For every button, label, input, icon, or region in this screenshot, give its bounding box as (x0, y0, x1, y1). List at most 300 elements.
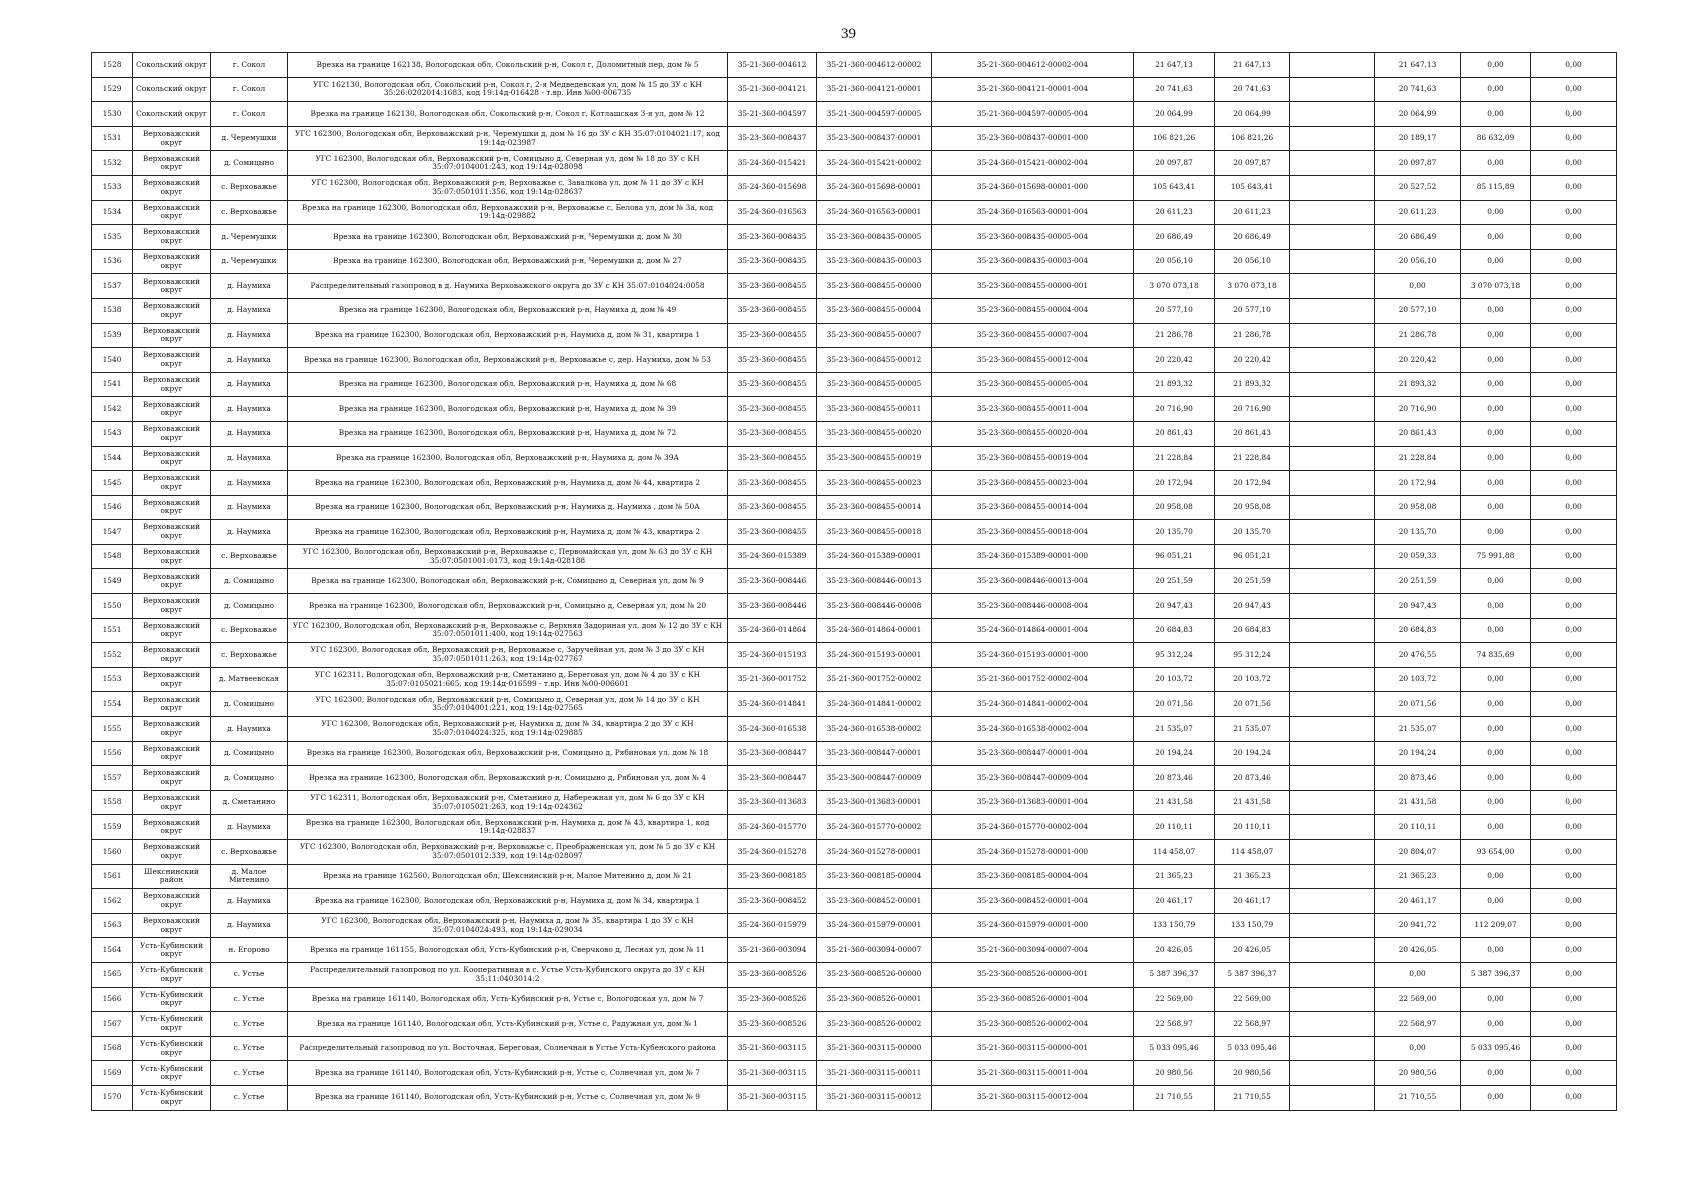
cell-total-cost: 5 387 396,37 (1134, 962, 1215, 987)
cell-row-number: 1536 (92, 249, 133, 274)
cell-district: Верховажский округ (133, 298, 211, 323)
cell-cost-part-2: 86 632,09 (1461, 126, 1531, 151)
cell-total-cost: 133 150,79 (1134, 913, 1215, 938)
cell-cost-part-2: 5 033 095,46 (1461, 1036, 1531, 1061)
cell-object-code: 35-21-360-001752 (728, 667, 817, 692)
cell-element-code: 35-24-360-015278-00001-000 (932, 840, 1134, 865)
cell-row-number: 1563 (92, 913, 133, 938)
cell-total-cost: 20 861,43 (1134, 421, 1215, 446)
cell-cost-part-2: 93 654,00 (1461, 840, 1531, 865)
cell-cost-amount: 20 056,10 (1215, 249, 1290, 274)
cell-sub-object-code: 35-23-360-008455-00011 (817, 397, 932, 422)
cell-cost-part-1: 20 741,63 (1375, 77, 1461, 102)
table-row (92, 77, 1617, 102)
cell-district: Сокольский округ (133, 53, 211, 78)
table-row (92, 53, 1617, 78)
cell-cost-amount: 22 569,00 (1215, 987, 1290, 1012)
cell-locality: д. Наумиха (211, 348, 288, 373)
cell-element-code: 35-24-360-014864-00001-004 (932, 618, 1134, 643)
cell-locality: д. Наумиха (211, 397, 288, 422)
cell-object-code: 35-23-360-008455 (728, 274, 817, 299)
cell-cost-empty (1290, 53, 1375, 78)
cell-object-code: 35-23-360-008435 (728, 249, 817, 274)
cell-cost-part-1: 20 476,55 (1375, 643, 1461, 668)
table-row (92, 225, 1617, 250)
cell-row-number: 1553 (92, 667, 133, 692)
cell-sub-object-code: 35-21-360-003094-00007 (817, 938, 932, 963)
cell-element-code: 35-23-360-008455-00011-004 (932, 397, 1134, 422)
table-row (92, 1036, 1617, 1061)
cell-total-cost: 20 686,49 (1134, 225, 1215, 250)
cell-element-code: 35-23-360-008435-00003-004 (932, 249, 1134, 274)
cell-cost-amount: 20 064,99 (1215, 102, 1290, 127)
cell-cost-part-1: 20 611,23 (1375, 200, 1461, 225)
cell-total-cost: 20 135,70 (1134, 520, 1215, 545)
cell-object-code: 35-23-360-008526 (728, 962, 817, 987)
table-row (92, 913, 1617, 938)
cell-cost-empty (1290, 274, 1375, 299)
cell-element-code: 35-23-360-008185-00004-004 (932, 864, 1134, 889)
cell-sub-object-code: 35-23-360-008446-00013 (817, 569, 932, 594)
cell-cost-part-2: 0,00 (1461, 446, 1531, 471)
cell-total-cost: 20 172,94 (1134, 471, 1215, 496)
cell-cost-amount: 21 286,78 (1215, 323, 1290, 348)
cell-cost-amount: 20 103,72 (1215, 667, 1290, 692)
cell-object-description: Врезка на границе 161140, Вологодская обл, Усть-Кубинский р-н, Устье с, Солнечная ул, дом № 7 (288, 1061, 728, 1086)
cell-cost-part-3: 0,00 (1531, 471, 1617, 496)
cell-cost-part-1: 20 716,90 (1375, 397, 1461, 422)
cell-cost-empty (1290, 692, 1375, 717)
cell-object-code: 35-23-360-008455 (728, 397, 817, 422)
cell-element-code: 35-24-360-014841-00002-004 (932, 692, 1134, 717)
cell-element-code: 35-24-360-015421-00002-004 (932, 151, 1134, 176)
cell-total-cost: 22 568,97 (1134, 1012, 1215, 1037)
cell-element-code: 35-21-360-004612-00002-004 (932, 53, 1134, 78)
cell-object-code: 35-24-360-015389 (728, 544, 817, 569)
cell-sub-object-code: 35-23-360-008455-00012 (817, 348, 932, 373)
table-row (92, 126, 1617, 151)
cell-district: Верховажский округ (133, 741, 211, 766)
cell-cost-part-3: 0,00 (1531, 175, 1617, 200)
cell-object-code: 35-23-360-008455 (728, 520, 817, 545)
cell-cost-part-2: 0,00 (1461, 421, 1531, 446)
table-row (92, 151, 1617, 176)
cell-total-cost: 20 980,56 (1134, 1061, 1215, 1086)
cell-cost-part-2: 5 387 396,37 (1461, 962, 1531, 987)
cell-cost-part-2: 0,00 (1461, 53, 1531, 78)
cell-element-code: 35-23-360-008446-00013-004 (932, 569, 1134, 594)
cell-object-code: 35-23-360-008455 (728, 372, 817, 397)
cell-cost-part-2: 0,00 (1461, 1012, 1531, 1037)
cell-district: Усть-Кубинский округ (133, 962, 211, 987)
cell-locality: д. Сомицыно (211, 569, 288, 594)
cell-element-code: 35-23-360-008455-00012-004 (932, 348, 1134, 373)
cell-cost-part-3: 0,00 (1531, 889, 1617, 914)
cell-object-description: УГС 162311, Вологодская обл, Верховажский р-н, Сметанино д, Набережная ул, дом № 6 до ЗУ с КН 35:07:0105021:263, код 19:14д-024362 (288, 790, 728, 815)
table-row (92, 594, 1617, 619)
cell-total-cost: 22 569,00 (1134, 987, 1215, 1012)
cell-cost-empty (1290, 175, 1375, 200)
cell-sub-object-code: 35-23-360-008526-00001 (817, 987, 932, 1012)
cell-row-number: 1562 (92, 889, 133, 914)
cell-cost-part-3: 0,00 (1531, 864, 1617, 889)
cell-cost-empty (1290, 790, 1375, 815)
cell-sub-object-code: 35-24-360-016563-00001 (817, 200, 932, 225)
cell-cost-part-1: 20 103,72 (1375, 667, 1461, 692)
cell-cost-part-1: 20 861,43 (1375, 421, 1461, 446)
cell-row-number: 1540 (92, 348, 133, 373)
cell-object-description: Врезка на границе 162300, Вологодская обл, Верховажский р-н, Наумиха д, Наумиха , дом № 50А (288, 495, 728, 520)
cell-cost-part-3: 0,00 (1531, 717, 1617, 742)
cell-cost-part-3: 0,00 (1531, 594, 1617, 619)
cell-total-cost: 21 893,32 (1134, 372, 1215, 397)
cell-sub-object-code: 35-21-360-003115-00012 (817, 1085, 932, 1110)
cell-object-description: Врезка на границе 162300, Вологодская обл, Верховажский р-н, Наумиха д, дом № 39 (288, 397, 728, 422)
cell-row-number: 1539 (92, 323, 133, 348)
cell-cost-part-1: 21 535,07 (1375, 717, 1461, 742)
cell-cost-part-3: 0,00 (1531, 225, 1617, 250)
cell-row-number: 1528 (92, 53, 133, 78)
cell-element-code: 35-23-360-008455-00023-004 (932, 471, 1134, 496)
cell-object-description: Врезка на границе 161140, Вологодская обл, Усть-Кубинский р-н, Устье с, Вологодская ул, дом № 7 (288, 987, 728, 1012)
cell-cost-part-1: 20 527,52 (1375, 175, 1461, 200)
cell-district: Верховажский округ (133, 815, 211, 840)
cell-district: Верховажский округ (133, 200, 211, 225)
table-row (92, 692, 1617, 717)
cell-cost-part-3: 0,00 (1531, 667, 1617, 692)
cell-sub-object-code: 35-23-360-008437-00001 (817, 126, 932, 151)
table-row (92, 938, 1617, 963)
table-row (92, 249, 1617, 274)
cell-row-number: 1567 (92, 1012, 133, 1037)
cell-district: Верховажский округ (133, 790, 211, 815)
cell-total-cost: 20 103,72 (1134, 667, 1215, 692)
cell-cost-part-2: 0,00 (1461, 667, 1531, 692)
cell-locality: д. Сомицыно (211, 151, 288, 176)
cell-locality: д. Черемушки (211, 249, 288, 274)
cell-element-code: 35-21-360-001752-00002-004 (932, 667, 1134, 692)
cell-cost-empty (1290, 618, 1375, 643)
cell-object-code: 35-21-360-003115 (728, 1036, 817, 1061)
cell-cost-amount: 3 070 073,18 (1215, 274, 1290, 299)
cell-sub-object-code: 35-23-360-008455-00004 (817, 298, 932, 323)
table-row (92, 1012, 1617, 1037)
cell-cost-amount: 21 535,07 (1215, 717, 1290, 742)
cell-object-description: Врезка на границе 162300, Вологодская обл, Верховажский р-н, Черемушки д, дом № 30 (288, 225, 728, 250)
cell-object-code: 35-23-360-008447 (728, 766, 817, 791)
cell-cost-part-1: 20 194,24 (1375, 741, 1461, 766)
cell-object-description: Распределительный газопровод по ул. Восточная, Береговая, Солнечная в Устье Усть-Кубенского района (288, 1036, 728, 1061)
cell-district: Верховажский округ (133, 323, 211, 348)
cell-row-number: 1564 (92, 938, 133, 963)
cell-object-code: 35-23-360-008185 (728, 864, 817, 889)
cell-element-code: 35-23-360-008452-00001-004 (932, 889, 1134, 914)
cell-row-number: 1545 (92, 471, 133, 496)
cell-row-number: 1551 (92, 618, 133, 643)
cell-cost-part-3: 0,00 (1531, 102, 1617, 127)
cell-locality: д. Наумиха (211, 446, 288, 471)
cell-cost-empty (1290, 249, 1375, 274)
cell-cost-amount: 20 741,63 (1215, 77, 1290, 102)
table-row (92, 741, 1617, 766)
cell-element-code: 35-23-360-008455-00005-004 (932, 372, 1134, 397)
cell-total-cost: 106 821,26 (1134, 126, 1215, 151)
cell-cost-part-1: 20 684,83 (1375, 618, 1461, 643)
cell-cost-part-3: 0,00 (1531, 741, 1617, 766)
cell-cost-part-2: 0,00 (1461, 864, 1531, 889)
cell-element-code: 35-24-360-015389-00001-000 (932, 544, 1134, 569)
cell-locality: г. Сокол (211, 102, 288, 127)
cell-cost-empty (1290, 1061, 1375, 1086)
cell-cost-amount: 21 365,23 (1215, 864, 1290, 889)
cell-row-number: 1560 (92, 840, 133, 865)
cell-district: Усть-Кубинский округ (133, 1085, 211, 1110)
table-row (92, 471, 1617, 496)
cell-district: Верховажский округ (133, 397, 211, 422)
cell-object-code: 35-24-360-016538 (728, 717, 817, 742)
table-body (92, 53, 1617, 1111)
table-row (92, 348, 1617, 373)
table-row (92, 815, 1617, 840)
cell-element-code: 35-24-360-015979-00001-000 (932, 913, 1134, 938)
cell-cost-part-2: 0,00 (1461, 397, 1531, 422)
cell-object-description: Врезка на границе 162300, Вологодская обл, Верховажский р-н, Наумиха д, дом № 43, квартира 2 (288, 520, 728, 545)
cell-cost-amount: 20 873,46 (1215, 766, 1290, 791)
cell-total-cost: 20 064,99 (1134, 102, 1215, 127)
cell-sub-object-code: 35-23-360-008185-00004 (817, 864, 932, 889)
table-row (92, 175, 1617, 200)
cell-sub-object-code: 35-24-360-015979-00001 (817, 913, 932, 938)
table-row (92, 446, 1617, 471)
cell-cost-part-3: 0,00 (1531, 200, 1617, 225)
cell-row-number: 1538 (92, 298, 133, 323)
cell-cost-part-3: 0,00 (1531, 397, 1617, 422)
cell-cost-part-1: 20 947,43 (1375, 594, 1461, 619)
cell-row-number: 1547 (92, 520, 133, 545)
cell-cost-empty (1290, 544, 1375, 569)
cell-cost-part-1: 20 461,17 (1375, 889, 1461, 914)
cell-cost-part-2: 0,00 (1461, 1085, 1531, 1110)
cell-cost-part-2: 0,00 (1461, 372, 1531, 397)
cell-cost-part-1: 21 431,58 (1375, 790, 1461, 815)
cell-element-code: 35-23-360-008526-00001-004 (932, 987, 1134, 1012)
cell-cost-part-3: 0,00 (1531, 53, 1617, 78)
cell-cost-part-2: 0,00 (1461, 151, 1531, 176)
cell-object-code: 35-23-360-008455 (728, 471, 817, 496)
page-number: 39 (841, 26, 856, 42)
cell-cost-part-3: 0,00 (1531, 618, 1617, 643)
cell-cost-part-2: 0,00 (1461, 323, 1531, 348)
cell-cost-empty (1290, 766, 1375, 791)
cell-district: Шекснинский район (133, 864, 211, 889)
cell-cost-empty (1290, 1012, 1375, 1037)
cell-cost-part-3: 0,00 (1531, 274, 1617, 299)
cell-cost-empty (1290, 323, 1375, 348)
cell-cost-empty (1290, 520, 1375, 545)
cell-cost-empty (1290, 200, 1375, 225)
table-row (92, 889, 1617, 914)
cell-cost-empty (1290, 471, 1375, 496)
cell-cost-part-3: 0,00 (1531, 790, 1617, 815)
cell-cost-part-3: 0,00 (1531, 520, 1617, 545)
cell-element-code: 35-23-360-013683-00001-004 (932, 790, 1134, 815)
cell-total-cost: 21 286,78 (1134, 323, 1215, 348)
cell-object-code: 35-24-360-014841 (728, 692, 817, 717)
cell-row-number: 1537 (92, 274, 133, 299)
cell-cost-empty (1290, 298, 1375, 323)
cell-cost-part-2: 0,00 (1461, 692, 1531, 717)
cell-cost-part-3: 0,00 (1531, 372, 1617, 397)
cell-district: Верховажский округ (133, 913, 211, 938)
cell-locality: д. Сомицыно (211, 741, 288, 766)
cell-district: Верховажский округ (133, 618, 211, 643)
cell-cost-empty (1290, 667, 1375, 692)
cell-district: Верховажский округ (133, 520, 211, 545)
cell-total-cost: 3 070 073,18 (1134, 274, 1215, 299)
table-row (92, 618, 1617, 643)
cell-row-number: 1557 (92, 766, 133, 791)
cell-cost-part-3: 0,00 (1531, 1012, 1617, 1037)
cell-object-description: Распределительный газопровод по ул. Кооперативная в с. Устье Усть-Кубинского округа до ЗУ с КН 35:11:0403014:2 (288, 962, 728, 987)
table-row (92, 790, 1617, 815)
cell-object-description: УГС 162130, Вологодская обл, Сокольский р-н, Сокол г, 2-я Медведевская ул, дом № 15 до ЗУ с КН 35:26:0202014:1683, код 19:14д-016428 - т.вр. Инв №00-006735 (288, 77, 728, 102)
cell-sub-object-code: 35-23-360-008446-00008 (817, 594, 932, 619)
cell-locality: н. Егорово (211, 938, 288, 963)
cell-object-description: УГС 162300, Вологодская обл, Верховажский р-н, Верховажье с, Верхняя Задориная ул, дом № 12 до ЗУ с КН 35:07:0501011:400, код 19:14д-027563 (288, 618, 728, 643)
cell-cost-empty (1290, 102, 1375, 127)
cell-cost-part-2: 3 070 073,18 (1461, 274, 1531, 299)
cell-cost-part-2: 0,00 (1461, 790, 1531, 815)
cell-cost-amount: 20 958,08 (1215, 495, 1290, 520)
cell-sub-object-code: 35-24-360-015278-00001 (817, 840, 932, 865)
cell-cost-part-2: 0,00 (1461, 987, 1531, 1012)
cell-object-code: 35-23-360-008526 (728, 987, 817, 1012)
table-row (92, 667, 1617, 692)
cell-district: Верховажский округ (133, 471, 211, 496)
table-row (92, 717, 1617, 742)
cell-object-description: Врезка на границе 162300, Вологодская обл, Верховажский р-н, Сомицыно д, Рябиновая ул, дом № 18 (288, 741, 728, 766)
cell-cost-part-2: 0,00 (1461, 741, 1531, 766)
cell-element-code: 35-21-360-004597-00005-004 (932, 102, 1134, 127)
cell-object-code: 35-23-360-008455 (728, 446, 817, 471)
cell-cost-empty (1290, 77, 1375, 102)
cell-cost-part-1: 20 980,56 (1375, 1061, 1461, 1086)
cell-district: Верховажский округ (133, 643, 211, 668)
cell-cost-empty (1290, 815, 1375, 840)
cell-object-description: Врезка на границе 162300, Вологодская обл, Верховажский р-н, Верховажье с, дер. Наумиха, дом № 53 (288, 348, 728, 373)
cell-object-description: Врезка на границе 162300, Вологодская обл, Верховажский р-н, Наумиха д, дом № 34, квартира 1 (288, 889, 728, 914)
cell-district: Верховажский округ (133, 372, 211, 397)
cell-cost-part-1: 21 710,55 (1375, 1085, 1461, 1110)
cell-cost-part-1: 20 804,07 (1375, 840, 1461, 865)
cell-object-description: Врезка на границе 162300, Вологодская обл, Верховажский р-н, Наумиха д, дом № 49 (288, 298, 728, 323)
table-row (92, 987, 1617, 1012)
cell-row-number: 1552 (92, 643, 133, 668)
cell-total-cost: 20 220,42 (1134, 348, 1215, 373)
cell-object-code: 35-23-360-008526 (728, 1012, 817, 1037)
cell-element-code: 35-23-360-008455-00004-004 (932, 298, 1134, 323)
cell-cost-part-3: 0,00 (1531, 421, 1617, 446)
cell-cost-part-1: 20 135,70 (1375, 520, 1461, 545)
cell-district: Верховажский округ (133, 348, 211, 373)
cell-district: Верховажский округ (133, 594, 211, 619)
cell-cost-part-2: 0,00 (1461, 298, 1531, 323)
cell-cost-part-3: 0,00 (1531, 569, 1617, 594)
cell-cost-part-1: 20 941,72 (1375, 913, 1461, 938)
table-row (92, 520, 1617, 545)
cell-element-code: 35-23-360-008526-00002-004 (932, 1012, 1134, 1037)
table-row (92, 397, 1617, 422)
cell-object-code: 35-23-360-008455 (728, 348, 817, 373)
cell-district: Усть-Кубинский округ (133, 1061, 211, 1086)
cell-cost-part-3: 0,00 (1531, 815, 1617, 840)
cell-locality: с. Верховажье (211, 175, 288, 200)
cell-total-cost: 20 947,43 (1134, 594, 1215, 619)
cell-cost-empty (1290, 717, 1375, 742)
cell-row-number: 1544 (92, 446, 133, 471)
cell-cost-part-1: 20 251,59 (1375, 569, 1461, 594)
cell-district: Сокольский округ (133, 77, 211, 102)
cell-object-description: Врезка на границе 162560, Вологодская обл, Шекснинский р-н, Малое Митенино д, дом № 21 (288, 864, 728, 889)
cell-cost-amount: 20 980,56 (1215, 1061, 1290, 1086)
cell-cost-empty (1290, 938, 1375, 963)
cell-element-code: 35-21-360-003115-00000-001 (932, 1036, 1134, 1061)
cell-cost-part-1: 20 071,56 (1375, 692, 1461, 717)
cell-cost-part-1: 22 568,97 (1375, 1012, 1461, 1037)
cell-locality: д. Наумиха (211, 323, 288, 348)
cell-locality: д. Наумиха (211, 815, 288, 840)
cell-district: Верховажский округ (133, 225, 211, 250)
cell-cost-part-3: 0,00 (1531, 544, 1617, 569)
cell-district: Верховажский округ (133, 840, 211, 865)
cell-cost-part-1: 20 110,11 (1375, 815, 1461, 840)
cell-locality: г. Сокол (211, 77, 288, 102)
cell-object-description: УГС 162300, Вологодская обл, Верховажский р-н, Верховажье с, Преображенская ул, дом № 5 до ЗУ с КН 35:07:0501012:339, код 19:14д-028097 (288, 840, 728, 865)
cell-element-code: 35-21-360-003115-00012-004 (932, 1085, 1134, 1110)
cell-district: Усть-Кубинский округ (133, 938, 211, 963)
cell-cost-part-1: 20 172,94 (1375, 471, 1461, 496)
cell-cost-amount: 21 228,84 (1215, 446, 1290, 471)
cell-cost-part-3: 0,00 (1531, 938, 1617, 963)
cell-district: Верховажский округ (133, 126, 211, 151)
cell-cost-part-2: 0,00 (1461, 495, 1531, 520)
table-row (92, 372, 1617, 397)
cell-sub-object-code: 35-23-360-008526-00000 (817, 962, 932, 987)
cell-cost-part-2: 85 115,89 (1461, 175, 1531, 200)
cell-element-code: 35-23-360-008526-00000-001 (932, 962, 1134, 987)
cell-locality: с. Устье (211, 1012, 288, 1037)
cell-locality: г. Сокол (211, 53, 288, 78)
cell-cost-empty (1290, 962, 1375, 987)
cell-cost-part-3: 0,00 (1531, 495, 1617, 520)
cell-element-code: 35-23-360-008455-00000-001 (932, 274, 1134, 299)
cell-total-cost: 21 431,58 (1134, 790, 1215, 815)
cell-locality: с. Верховажье (211, 643, 288, 668)
cell-cost-amount: 20 194,24 (1215, 741, 1290, 766)
cell-row-number: 1566 (92, 987, 133, 1012)
cell-cost-part-2: 0,00 (1461, 225, 1531, 250)
cell-object-code: 35-23-360-008455 (728, 323, 817, 348)
table-row (92, 274, 1617, 299)
cell-sub-object-code: 35-24-360-015770-00002 (817, 815, 932, 840)
cell-object-code: 35-23-360-008435 (728, 225, 817, 250)
cell-row-number: 1556 (92, 741, 133, 766)
cell-cost-part-2: 0,00 (1461, 938, 1531, 963)
cell-sub-object-code: 35-24-360-015698-00001 (817, 175, 932, 200)
cell-row-number: 1549 (92, 569, 133, 594)
cell-row-number: 1569 (92, 1061, 133, 1086)
cell-row-number: 1565 (92, 962, 133, 987)
